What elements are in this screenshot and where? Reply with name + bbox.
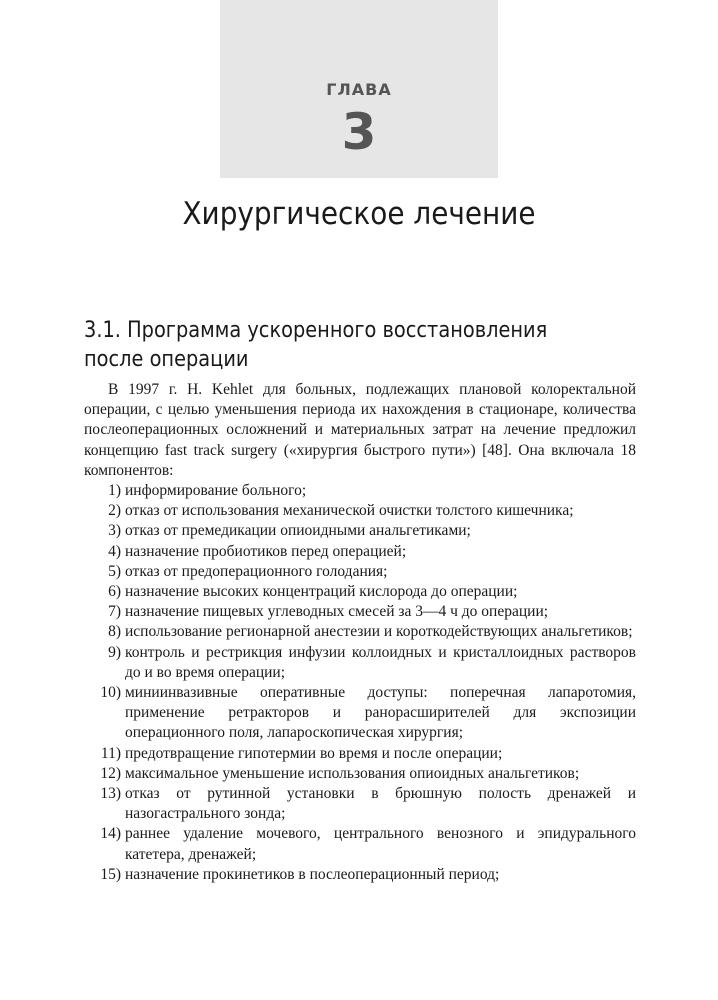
list-item (84, 784, 636, 824)
section-title (84, 316, 612, 374)
list-item-number: 2) (108, 502, 121, 520)
chapter-label: ГЛАВА (326, 80, 392, 99)
list-item-number: 11) (100, 744, 121, 762)
list-item-text: назначение прокинетиков в послеоперационный период; (125, 865, 500, 883)
list-item-number: 10) (100, 684, 121, 702)
list-item (84, 501, 636, 521)
list-item-text: назначение высоких концентраций кислорода до операции; (125, 583, 518, 601)
chapter-header-box (220, 0, 498, 178)
list-item (84, 744, 636, 764)
list-item-text: отказ от рутинной установки в брюшную полость дренажей и назогастрального зонда; (125, 785, 636, 823)
list-item-number: 14) (100, 825, 121, 843)
body-text (84, 380, 636, 885)
list-item-number: 8) (108, 623, 121, 641)
chapter-number: 3 (341, 103, 377, 161)
list-item-text: максимальное уменьшение использования опиоидных анальгетиков; (125, 764, 580, 782)
list-item-text: использование регионарной анестезии и короткодействующих анальгетиков; (125, 623, 633, 641)
list-item-number: 7) (108, 603, 121, 621)
list-item (84, 542, 636, 562)
list-item (84, 683, 636, 744)
list-item (84, 582, 636, 602)
list-item (84, 521, 636, 541)
list-item (84, 481, 636, 501)
list-item-number: 15) (100, 865, 121, 883)
list-item-text: раннее удаление мочевого, центрального венозного и эпидурального катетера, дренажей; (125, 825, 636, 863)
list-item-number: 4) (108, 542, 121, 560)
list-item-text: информирование больного; (125, 482, 307, 500)
section-title-line-2: после операции (84, 347, 249, 372)
list-item (84, 865, 636, 885)
list-item-number: 1) (108, 482, 121, 500)
list-item-text: отказ от использования механической очистки толстого кишечника; (125, 502, 574, 520)
list-item (84, 643, 636, 683)
component-list (84, 481, 636, 885)
list-item-text: контроль и рестрикция инфузии коллоидных и кристаллоидных растворов до и во время операции; (125, 643, 636, 681)
list-item (84, 562, 636, 582)
list-item-number: 5) (108, 562, 121, 580)
list-item-number: 13) (100, 785, 121, 803)
list-item-text: миниинвазивные оперативные доступы: поперечная лапаротомия, применение ретракторов и ранорасширителей для экспозиции операционного поля, лапароскопическая хирургия; (125, 684, 636, 742)
section-title-line-1: 3.1. Программа ускоренного восстановления (84, 318, 548, 343)
intro-paragraph: В 1997 г. H. Kehlet для больных, подлежащих плановой колоректальной операции, с целью уменьшения периода их нахождения в стационаре, количества послеоперационных осложнений и материальных затрат на лечение предложил концепцию fast track surgery («хирургия быстрого пути») [48]. Она включала 18 компонентов: (84, 381, 636, 479)
list-item (84, 602, 636, 622)
list-item-text: назначение пробиотиков перед операцией; (125, 542, 407, 560)
list-item-number: 6) (108, 583, 121, 601)
list-item-text: отказ от премедикации опиоидными анальгетиками; (125, 522, 471, 540)
list-item-text: отказ от предоперационного голодания; (125, 562, 388, 580)
list-item (84, 824, 636, 864)
list-item (84, 622, 636, 642)
chapter-title: Хирургическое лечение (182, 196, 536, 232)
list-item (84, 764, 636, 784)
list-item-text: назначение пищевых углеводных смесей за 3—4 ч до операции; (125, 603, 549, 621)
list-item-number: 12) (100, 764, 121, 782)
list-item-number: 9) (108, 643, 121, 661)
list-item-number: 3) (108, 522, 121, 540)
list-item-text: предотвращение гипотермии во время и после операции; (125, 744, 503, 762)
